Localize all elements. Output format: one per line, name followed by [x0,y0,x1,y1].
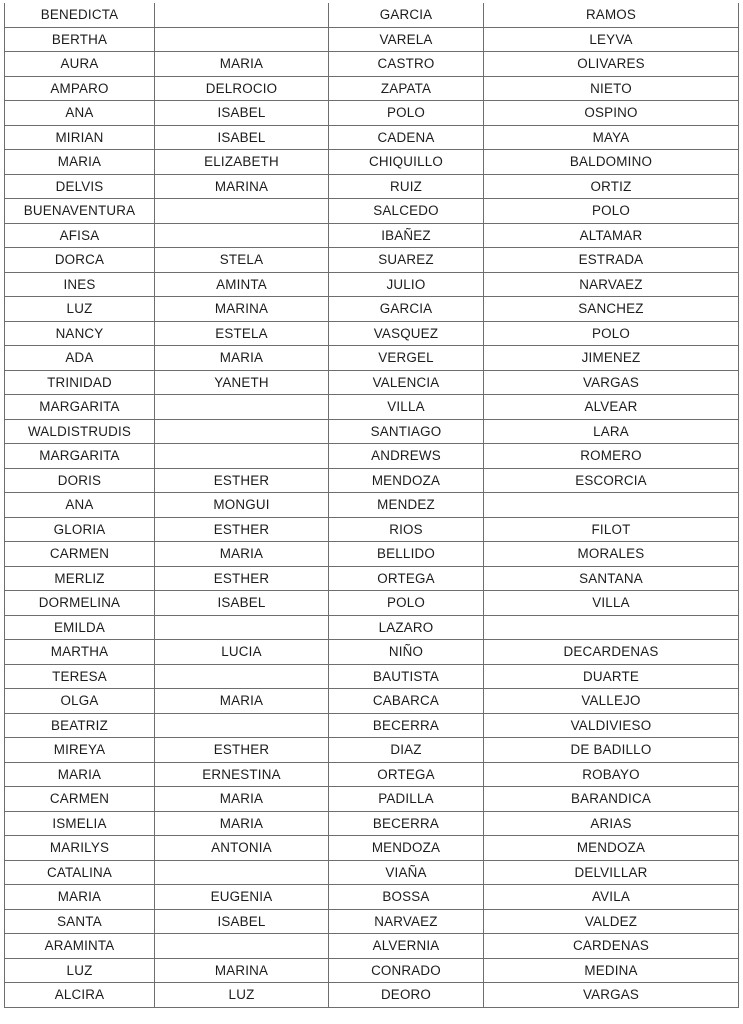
first-name-cell[interactable]: MARTHA [5,640,155,665]
middle-name-cell[interactable] [155,615,329,640]
second-surname-cell[interactable]: DUARTE [484,664,739,689]
table-row [5,76,739,101]
first-name-cell[interactable]: DORIS [5,468,155,493]
first-surname-cell[interactable]: ANDREWS [329,444,484,469]
table-row [5,934,739,959]
first-surname-cell[interactable]: NARVAEZ [329,909,484,934]
first-name-cell[interactable]: BERTHA [5,27,155,52]
first-name-cell[interactable]: MARGARITA [5,395,155,420]
second-surname-cell[interactable]: SANCHEZ [484,297,739,322]
first-surname-cell[interactable]: BOSSA [329,885,484,910]
middle-name-cell[interactable] [155,199,329,224]
second-surname-cell[interactable]: DECARDENAS [484,640,739,665]
first-surname-cell[interactable]: CONRADO [329,958,484,983]
second-surname-cell[interactable]: MEDINA [484,958,739,983]
table-row [5,52,739,77]
middle-name-cell[interactable]: MARINA [155,958,329,983]
middle-name-cell[interactable]: STELA [155,248,329,273]
second-surname-cell[interactable]: CARDENAS [484,934,739,959]
table-row [5,174,739,199]
second-surname-cell[interactable]: ROMERO [484,444,739,469]
table-row [5,517,739,542]
middle-name-cell[interactable]: ESTHER [155,517,329,542]
table-row [5,787,739,812]
first-surname-cell[interactable]: MENDOZA [329,836,484,861]
first-surname-cell[interactable]: CASTRO [329,52,484,77]
table-row [5,272,739,297]
second-surname-cell[interactable]: DELVILLAR [484,860,739,885]
first-surname-cell[interactable]: IBAÑEZ [329,223,484,248]
first-name-cell[interactable]: EMILDA [5,615,155,640]
first-surname-cell[interactable]: RIOS [329,517,484,542]
table-row [5,444,739,469]
table-row [5,248,739,273]
middle-name-cell[interactable] [155,3,329,27]
middle-name-cell[interactable]: ISABEL [155,591,329,616]
middle-name-cell[interactable]: EUGENIA [155,885,329,910]
names-table-body [5,3,739,1007]
first-name-cell[interactable]: AURA [5,52,155,77]
first-name-cell[interactable]: MARIA [5,762,155,787]
first-surname-cell[interactable]: NIÑO [329,640,484,665]
first-name-cell[interactable]: CARMEN [5,542,155,567]
table-row [5,297,739,322]
first-name-cell[interactable]: ALCIRA [5,983,155,1008]
table-row [5,885,739,910]
first-name-cell[interactable]: ISMELIA [5,811,155,836]
middle-name-cell[interactable] [155,444,329,469]
first-surname-cell[interactable]: POLO [329,101,484,126]
first-surname-cell[interactable]: VASQUEZ [329,321,484,346]
second-surname-cell[interactable]: ESCORCIA [484,468,739,493]
middle-name-cell[interactable]: MARINA [155,174,329,199]
first-surname-cell[interactable]: BELLIDO [329,542,484,567]
table-row [5,419,739,444]
second-surname-cell[interactable]: BARANDICA [484,787,739,812]
first-surname-cell[interactable]: GARCIA [329,297,484,322]
first-surname-cell[interactable]: SALCEDO [329,199,484,224]
second-surname-cell[interactable]: AVILA [484,885,739,910]
first-surname-cell[interactable]: PADILLA [329,787,484,812]
first-surname-cell[interactable]: GARCIA [329,3,484,27]
table-row [5,689,739,714]
first-name-cell[interactable]: MARIA [5,150,155,175]
second-surname-cell[interactable] [484,615,739,640]
first-surname-cell[interactable]: VERGEL [329,346,484,371]
second-surname-cell[interactable]: ROBAYO [484,762,739,787]
table-row [5,738,739,763]
first-name-cell[interactable]: AMPARO [5,76,155,101]
middle-name-cell[interactable]: ISABEL [155,909,329,934]
first-surname-cell[interactable]: SANTIAGO [329,419,484,444]
second-surname-cell[interactable]: ORTIZ [484,174,739,199]
second-surname-cell[interactable]: MORALES [484,542,739,567]
first-surname-cell[interactable]: ORTEGA [329,566,484,591]
table-row [5,860,739,885]
second-surname-cell[interactable]: NIETO [484,76,739,101]
first-surname-cell[interactable]: CADENA [329,125,484,150]
middle-name-cell[interactable] [155,223,329,248]
first-surname-cell[interactable]: LAZARO [329,615,484,640]
middle-name-cell[interactable] [155,664,329,689]
first-name-cell[interactable]: TRINIDAD [5,370,155,395]
middle-name-cell[interactable]: MONGUI [155,493,329,518]
first-surname-cell[interactable]: CHIQUILLO [329,150,484,175]
first-name-cell[interactable]: MARIA [5,885,155,910]
first-surname-cell[interactable]: MENDEZ [329,493,484,518]
table-row [5,983,739,1008]
table-row [5,542,739,567]
second-surname-cell[interactable]: JIMENEZ [484,346,739,371]
second-surname-cell[interactable]: ARIAS [484,811,739,836]
first-name-cell[interactable]: WALDISTRUDIS [5,419,155,444]
first-name-cell[interactable]: ANA [5,101,155,126]
middle-name-cell[interactable]: MARIA [155,811,329,836]
first-name-cell[interactable]: MARGARITA [5,444,155,469]
table-row [5,395,739,420]
first-name-cell[interactable]: LUZ [5,297,155,322]
second-surname-cell[interactable]: FILOT [484,517,739,542]
first-name-cell[interactable]: GLORIA [5,517,155,542]
first-surname-cell[interactable]: CABARCA [329,689,484,714]
middle-name-cell[interactable]: DELROCIO [155,76,329,101]
first-surname-cell[interactable]: POLO [329,591,484,616]
first-name-cell[interactable]: TERESA [5,664,155,689]
middle-name-cell[interactable]: ESTHER [155,468,329,493]
first-name-cell[interactable]: MERLIZ [5,566,155,591]
middle-name-cell[interactable]: ERNESTINA [155,762,329,787]
table-row [5,150,739,175]
table-row [5,468,739,493]
middle-name-cell[interactable]: LUZ [155,983,329,1008]
table-row [5,615,739,640]
first-surname-cell[interactable]: BECERRA [329,811,484,836]
second-surname-cell[interactable]: MENDOZA [484,836,739,861]
table-row [5,321,739,346]
second-surname-cell[interactable]: POLO [484,199,739,224]
table-row [5,958,739,983]
middle-name-cell[interactable]: YANETH [155,370,329,395]
first-name-cell[interactable]: DELVIS [5,174,155,199]
names-table [4,3,739,1008]
table-row [5,101,739,126]
second-surname-cell[interactable]: LARA [484,419,739,444]
middle-name-cell[interactable]: ISABEL [155,125,329,150]
second-surname-cell[interactable]: OLIVARES [484,52,739,77]
middle-name-cell[interactable]: MARIA [155,689,329,714]
middle-name-cell[interactable]: ESTELA [155,321,329,346]
first-name-cell[interactable]: MIRIAN [5,125,155,150]
middle-name-cell[interactable]: LUCIA [155,640,329,665]
first-surname-cell[interactable]: MENDOZA [329,468,484,493]
middle-name-cell[interactable]: MARIA [155,787,329,812]
middle-name-cell[interactable]: AMINTA [155,272,329,297]
middle-name-cell[interactable]: MARINA [155,297,329,322]
first-name-cell[interactable]: BEATRIZ [5,713,155,738]
second-surname-cell[interactable]: MAYA [484,125,739,150]
middle-name-cell[interactable]: ESTHER [155,738,329,763]
table-row [5,566,739,591]
first-surname-cell[interactable]: SUAREZ [329,248,484,273]
first-surname-cell[interactable]: DIAZ [329,738,484,763]
middle-name-cell[interactable]: ELIZABETH [155,150,329,175]
first-name-cell[interactable]: AFISA [5,223,155,248]
middle-name-cell[interactable]: ESTHER [155,566,329,591]
second-surname-cell[interactable]: VALLEJO [484,689,739,714]
first-name-cell[interactable]: DORMELINA [5,591,155,616]
first-name-cell[interactable]: CARMEN [5,787,155,812]
middle-name-cell[interactable] [155,419,329,444]
first-surname-cell[interactable]: VARELA [329,27,484,52]
first-name-cell[interactable]: BUENAVENTURA [5,199,155,224]
table-row [5,493,739,518]
first-surname-cell[interactable]: ORTEGA [329,762,484,787]
first-surname-cell[interactable]: VIAÑA [329,860,484,885]
first-name-cell[interactable]: ANA [5,493,155,518]
middle-name-cell[interactable]: ANTONIA [155,836,329,861]
second-surname-cell[interactable]: VALDIVIESO [484,713,739,738]
middle-name-cell[interactable]: MARIA [155,542,329,567]
middle-name-cell[interactable]: MARIA [155,346,329,371]
second-surname-cell[interactable]: DE BADILLO [484,738,739,763]
second-surname-cell[interactable]: RAMOS [484,3,739,27]
second-surname-cell[interactable]: VARGAS [484,983,739,1008]
second-surname-cell[interactable]: ESTRADA [484,248,739,273]
second-surname-cell[interactable]: BALDOMINO [484,150,739,175]
second-surname-cell[interactable]: ALVEAR [484,395,739,420]
second-surname-cell[interactable]: LEYVA [484,27,739,52]
middle-name-cell[interactable] [155,713,329,738]
first-name-cell[interactable]: ADA [5,346,155,371]
middle-name-cell[interactable] [155,860,329,885]
table-row [5,762,739,787]
middle-name-cell[interactable] [155,27,329,52]
middle-name-cell[interactable]: MARIA [155,52,329,77]
first-name-cell[interactable]: CATALINA [5,860,155,885]
first-name-cell[interactable]: OLGA [5,689,155,714]
table-row [5,713,739,738]
first-name-cell[interactable]: SANTA [5,909,155,934]
table-row [5,664,739,689]
table-row [5,836,739,861]
first-surname-cell[interactable]: RUIZ [329,174,484,199]
middle-name-cell[interactable] [155,934,329,959]
second-surname-cell[interactable]: VILLA [484,591,739,616]
first-surname-cell[interactable]: VALENCIA [329,370,484,395]
table-row [5,3,739,27]
first-name-cell[interactable]: NANCY [5,321,155,346]
second-surname-cell[interactable]: SANTANA [484,566,739,591]
second-surname-cell[interactable]: OSPINO [484,101,739,126]
first-surname-cell[interactable]: ZAPATA [329,76,484,101]
table-row [5,346,739,371]
table-row [5,811,739,836]
second-surname-cell[interactable]: POLO [484,321,739,346]
first-surname-cell[interactable]: VILLA [329,395,484,420]
first-name-cell[interactable]: MIREYA [5,738,155,763]
first-surname-cell[interactable]: ALVERNIA [329,934,484,959]
first-name-cell[interactable]: DORCA [5,248,155,273]
second-surname-cell[interactable]: VARGAS [484,370,739,395]
first-surname-cell[interactable]: DEORO [329,983,484,1008]
table-row [5,909,739,934]
second-surname-cell[interactable] [484,493,739,518]
second-surname-cell[interactable]: VALDEZ [484,909,739,934]
table-row [5,199,739,224]
table-row [5,125,739,150]
first-surname-cell[interactable]: BECERRA [329,713,484,738]
first-name-cell[interactable]: LUZ [5,958,155,983]
middle-name-cell[interactable]: ISABEL [155,101,329,126]
first-surname-cell[interactable]: BAUTISTA [329,664,484,689]
second-surname-cell[interactable]: NARVAEZ [484,272,739,297]
first-name-cell[interactable]: INES [5,272,155,297]
first-name-cell[interactable]: ARAMINTA [5,934,155,959]
table-row [5,27,739,52]
table-row [5,370,739,395]
first-surname-cell[interactable]: JULIO [329,272,484,297]
middle-name-cell[interactable] [155,395,329,420]
first-name-cell[interactable]: MARILYS [5,836,155,861]
table-row [5,223,739,248]
first-name-cell[interactable]: BENEDICTA [5,3,155,27]
table-row [5,591,739,616]
second-surname-cell[interactable]: ALTAMAR [484,223,739,248]
table-row [5,640,739,665]
